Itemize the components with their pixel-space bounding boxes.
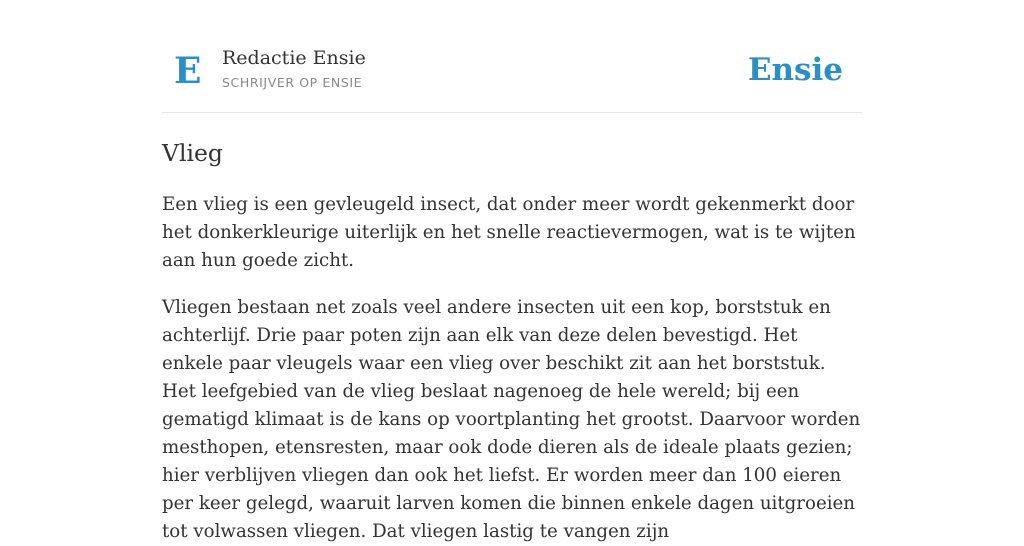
- author-header: [162, 0, 862, 113]
- brand-logo[interactable]: Ensie: [747, 52, 843, 88]
- author-role: SCHRIJVER OP ENSIE: [222, 75, 363, 90]
- article-card: [162, 0, 862, 546]
- article-paragraph: Een vlieg is een gevleugeld insect, dat onder meer wordt gekenmerkt door het donkerkleurige uiterlijk en het snelle reactievermogen, wat is te wijten aan hun goede zicht.: [162, 194, 856, 271]
- author-avatar[interactable]: E: [174, 50, 202, 92]
- article-title: Vlieg: [162, 139, 223, 167]
- article-paragraph: Vliegen bestaan net zoals veel andere insecten uit een kop, borststuk en achterlijf. Drie paar poten zijn aan elk van deze delen bevestigd. Het enkele paar vleugels waar een vlieg over beschikt zit aan het borststuk. Het leefgebied van de vlieg beslaat nagenoeg de hele wereld; bij een gematigd klimaat is de kans op voortplanting het grootst. Daarvoor worden mesthopen, etensresten, maar ook dode dieren als de ideale plaats gezien; hier verblijven vliegen dan ook het liefst. Er worden meer dan 100 eieren per keer gelegd, waaruit larven komen die binnen enkele dagen uitgroeien tot volwassen vliegen. Dat vliegen lastig te vangen zijn: [162, 297, 861, 542]
- author-name[interactable]: Redactie Ensie: [222, 47, 366, 69]
